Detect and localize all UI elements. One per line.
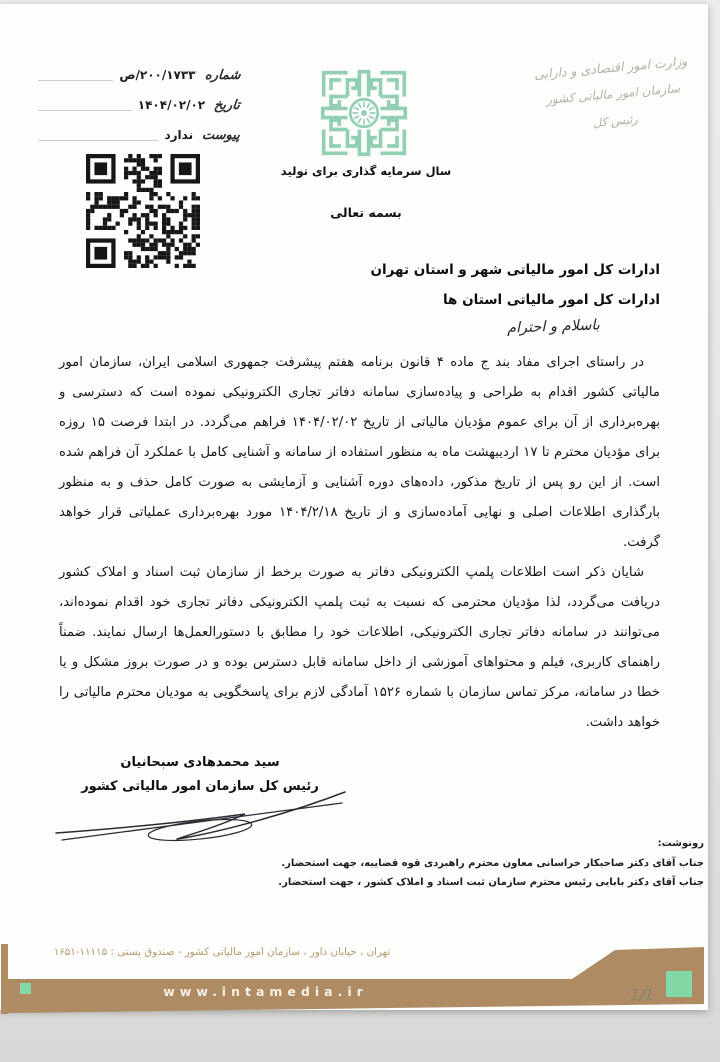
cc-block	[259, 834, 704, 893]
green-square-right	[666, 971, 692, 997]
organization-name: سازمان امور مالیاتی کشور	[545, 81, 681, 107]
letter-number-row	[38, 60, 240, 90]
tax-administration-emblem-icon	[306, 58, 422, 168]
rule-line	[38, 79, 113, 81]
salutation-script: باسلام و احترام	[506, 317, 601, 337]
year-slogan: سال سرمایه گذاری برای تولید	[280, 164, 452, 178]
signer-title: رئیس کل سازمان امور مالیاتی کشور	[81, 779, 319, 794]
rule-line	[38, 139, 158, 141]
letter-date-row	[38, 90, 240, 120]
qr-code-icon	[86, 154, 200, 268]
footer-website: www.intamedia.ir	[163, 984, 368, 999]
page-indicator: 1/1	[630, 986, 655, 1004]
cc-item: جناب آقای دکتر بابایی رئیس محترم سازمان ثبت اسناد و املاک کشور ، جهت استحضار.	[278, 877, 704, 888]
body-paragraph-1: در راستای اجرای مفاد بند ج ماده ۴ قانون برنامه هفتم پیشرفت جمهوری اسلامی ایران، سازمان امور مالیاتی کشور اقدام به طراحی و پیاده‌سازی سامانه دفاتر تجاری الکترونیکی نموده است که دسترسی و بهره‌برداری از آن برای عموم مؤدیان مالیاتی از تاریخ ۱۴۰۴/۰۲/۰۲ فراهم می‌گردد. در ابتدا فرصت ۱۵ روزه برای مؤدیان محترم تا ۱۷ اردیبهشت ماه به منظور استفاده از سامانه و آشنایی کامل با عملکرد آن فراهم شده است. از این رو پس از تاریخ مذکور، داده‌های دوره آشنایی و آزمایشی به صورت کامل حذف و به منظور بارگذاری اطلاعات اصلی و نهایی آماده‌سازی و از تاریخ ۱۴۰۴/۲/۱۸ مورد بهره‌برداری عملیاتی قرار خواهد گرفت.	[59, 355, 661, 550]
bismillah-text: بسمه تعالی	[330, 205, 402, 220]
date-label: تاریخ	[213, 97, 241, 113]
office-title: رئیس کل	[592, 111, 639, 130]
rule-line	[38, 109, 132, 111]
signer-name: سید محمدهادی سبحانیان	[120, 755, 280, 770]
cc-item: جناب آقای دکتر صاحبکار خراسانی معاون محترم راهبردی قوه قضاییه، جهت استحضار.	[281, 857, 704, 869]
footer-address: تهران ، خیابان داور ، سازمان امور مالیاتی کشور - صندوق پستی : ۱۱۱۱۵-۱۶۵۱	[53, 946, 391, 958]
letter-body	[59, 348, 660, 738]
letter-meta-block	[38, 60, 240, 150]
recipient-line: ادارات کل امور مالیاتی استان ها	[442, 292, 660, 308]
cc-label: رونوشت:	[657, 838, 704, 849]
ministry-calligraphy	[515, 46, 711, 143]
letter-attachment-row	[38, 120, 240, 150]
green-square-left	[20, 983, 31, 994]
body-paragraph-2: شایان ذکر است اطلاعات پلمپ الکترونیکی دفاتر به صورت برخط از سازمان ثبت اسناد و املاک کشور دریافت می‌گردد، لذا مؤدیان محترمی که نسبت به ثبت پلمپ الکترونیکی دفاتر تجاری خود اقدام نموده‌اند، می‌توانند در سامانه دفاتر تجاری الکترونیکی، اطلاعات خود را مطابق با دستورالعمل‌ها ارسال نمایند. ضمناً راهنمای کاربری، فیلم و محتواهای آموزشی از داخل سامانه قابل دسترس بوده و در صورت بروز مشکل و یا خطا در سامانه، مرکز تماس سازمان با شماره ۱۵۲۶ آمادگی لازم برای پاسخگویی به مودیان محترم مالیاتی را خواهد داشت.	[59, 565, 661, 730]
footer-left-strip	[1, 944, 8, 1014]
letter-page	[0, 4, 708, 1010]
number-value: ۲۰۰/۱۷۳۳/ص	[119, 68, 196, 82]
ministry-name: وزارت امور اقتصادی و دارایی	[533, 53, 688, 82]
attachment-value: ندارد	[164, 128, 194, 142]
attachment-label: پیوست	[201, 127, 241, 143]
recipients-block	[371, 255, 661, 315]
number-label: شماره	[203, 67, 241, 83]
date-value: ۱۴۰۴/۰۲/۰۲	[137, 98, 206, 112]
recipient-line: ادارات کل امور مالیاتی شهر و استان تهران	[370, 262, 660, 278]
